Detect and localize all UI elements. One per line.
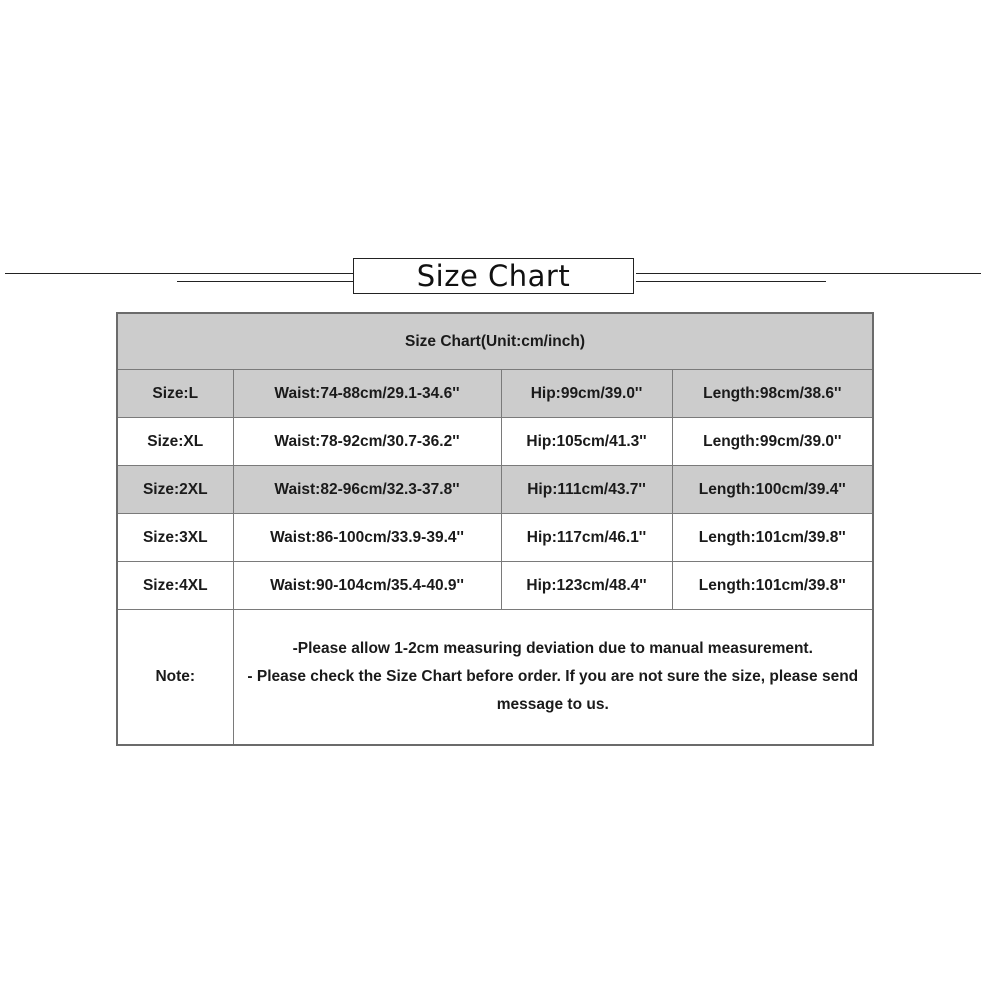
- length-cell: Length:99cm/39.0'': [672, 418, 873, 466]
- header-rule-outer-right: [636, 273, 981, 274]
- note-content: [233, 610, 873, 746]
- waist-cell: Waist:74-88cm/29.1-34.6'': [233, 370, 501, 418]
- hip-cell: Hip:117cm/46.1'': [501, 514, 672, 562]
- size-chart-table: [116, 312, 874, 746]
- table-row: [117, 562, 873, 610]
- waist-cell: Waist:82-96cm/32.3-37.8'': [233, 466, 501, 514]
- waist-cell: Waist:90-104cm/35.4-40.9'': [233, 562, 501, 610]
- length-cell: Length:101cm/39.8'': [672, 514, 873, 562]
- page-title: Size Chart: [416, 258, 571, 293]
- title-box: [353, 258, 634, 294]
- table-row: [117, 418, 873, 466]
- table-row: [117, 514, 873, 562]
- size-cell: Size:XL: [117, 418, 233, 466]
- hip-cell: Hip:99cm/39.0'': [501, 370, 672, 418]
- header-rule-outer-left: [5, 273, 355, 274]
- waist-cell: Waist:78-92cm/30.7-36.2'': [233, 418, 501, 466]
- table-row: [117, 466, 873, 514]
- hip-cell: Hip:123cm/48.4'': [501, 562, 672, 610]
- table-caption-row: [117, 313, 873, 370]
- length-cell: Length:98cm/38.6'': [672, 370, 873, 418]
- table-row: [117, 370, 873, 418]
- note-line-1: -Please allow 1-2cm measuring deviation due to manual measurement.: [292, 640, 813, 657]
- header-rule-inner-left: [177, 281, 355, 282]
- size-cell: Size:2XL: [117, 466, 233, 514]
- note-label: Note:: [117, 610, 233, 746]
- table-caption: Size Chart(Unit:cm/inch): [117, 313, 873, 370]
- hip-cell: Hip:111cm/43.7'': [501, 466, 672, 514]
- size-cell: Size:3XL: [117, 514, 233, 562]
- waist-cell: Waist:86-100cm/33.9-39.4'': [233, 514, 501, 562]
- size-cell: Size:L: [117, 370, 233, 418]
- length-cell: Length:100cm/39.4'': [672, 466, 873, 514]
- size-cell: Size:4XL: [117, 562, 233, 610]
- hip-cell: Hip:105cm/41.3'': [501, 418, 672, 466]
- header-rule-inner-right: [636, 281, 826, 282]
- note-row: [117, 610, 873, 746]
- length-cell: Length:101cm/39.8'': [672, 562, 873, 610]
- note-line-2: - Please check the Size Chart before order. If you are not sure the size, please send message to us.: [247, 668, 859, 713]
